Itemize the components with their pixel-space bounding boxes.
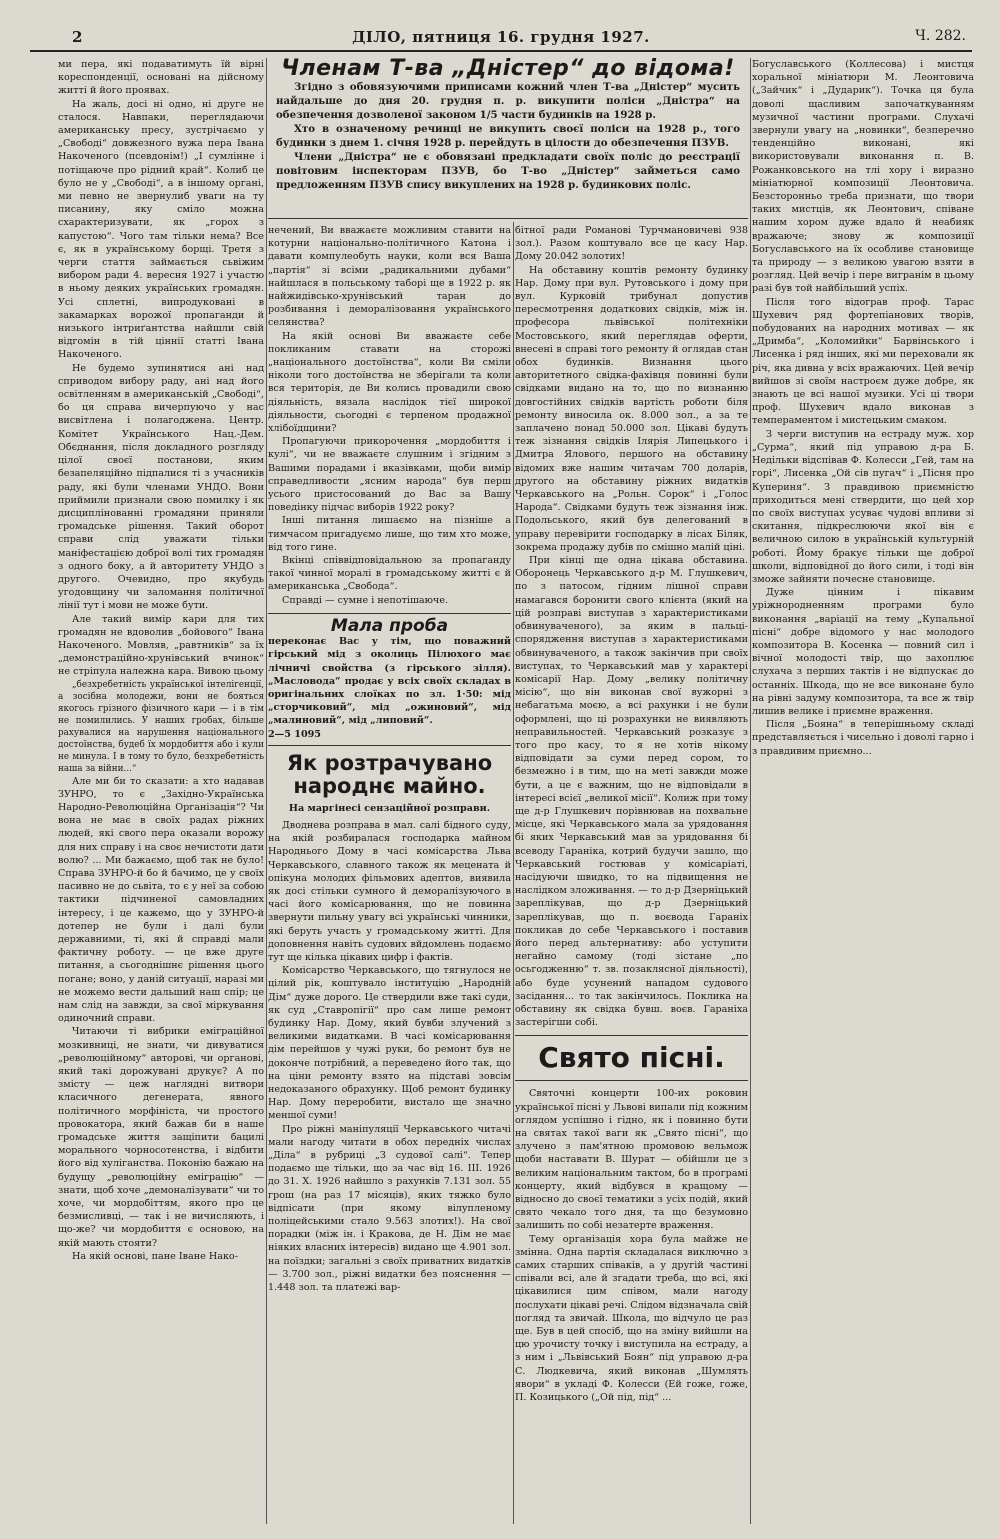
song-festival-title: Свято пісні. [538,1041,725,1075]
paragraph: Справді — сумне і непотішаюче. [282,594,449,606]
column-divider [513,222,514,1524]
paragraph: Не будемо зупинятися ані над сприводом вибору раду, ані над його освітленням в американській „Свободі“, бо ця справа вичерпуючо у нас висвітлена і полагоджена. Центр. Комітет Українського Нац.-Дем. Обєднання, після докладного розгляду цілої своєї постанови, яким безапеляційно підпалися ті з учасників раду, які були членами УНДО. Вони приймили признали свою помилку і як дисциплінованні громадяни приняли громадське рішення. Такий оборот справи слід уважати тільки маніфестацією доброї волі тих громадян з одного боку, а й авторитету УНДО з другого. Очевидно, про якубудь угодовщину чи заломання політичної лінії тут і мови не може бути. [58,362,264,612]
paragraph: На жаль, досі ні одно, ні друге не сталося. Навпаки, переглядаючи американську пресу, зустрічаємо у „Свободі“ довжезного вужа пера Івана Накоченого (псевдонім!) „І сумлінне і потіщаюче про рідний край“. Колиб це було не у „Свободі“, а в іншому органі, ми певно не звернулиб уваги на ту писанину, яку сміло можна схарактеризувати, як „горох з капустою“. Чого там тільки нема? Все є, як в українському борщі. Третя з черги стаття займається сьвіжим вибором ради 4. вересня 1927 і участю в ньому деяких українських громадян. Усі сплетні, випродуковані в закамарках ворожої пропаганди й низького інтриґантства найшли свій відгомін в тій ціннії статті Івана Накоченого. [58,98,264,361]
article-title: Як розтрачувано народнє майно. [286,750,493,798]
column-divider [750,58,751,1524]
paragraph: Після того відограв проф. Тарас Шухевич ряд фортепіанових творів, побудованих на народних мотивах — як „Дримба“, „Коломийки“ Барвінського і Лисенка і ряд інших, які ми переховали як річ, яка дивна у всіх вражаючих. Цей вечір вийшов зі своїм настроєм дуже добре, як знають це всі нашої музики. Усі ці твори проф. Шухевич вдало виконав з темпераментом і мистецьким смаком. [752,296,974,427]
paragraph: На якій основі Ви вважаєте себе покликаним ставати на сторожі „національного достоїнства“, коли Ви сміли ніколи того достоїнства не зберігали та коли вся територія, де Ви колись провадили свою діяльність, вязала наслідок тієї широкої діяльности, сьогодні є терпеном продажної хлібоїдщини? [268,330,511,435]
paragraph: нечений, Ви вважаєте можливим ставити на котурни національно-політичного Катона і давати компулеобуть науки, коли вся Ваша „партія“ зі всіми „радикальними дубами“ найшлася в польському таборі ще в 1922 р. як найжидівсько-хрунівський таран до розбивання і деморалізовання українського селянства? [268,225,511,329]
paragraph: ми пера, які подаватимуть їй вірні кореспонденції, основані на дійсному житті й його проявах. [58,59,264,97]
paragraph: бітної ради Романові Турчмановичеві 938 зол.). Разом коштувало все це касу Нар. Дому 20.042 золотих! [515,225,748,263]
page-header [30,24,972,52]
page-number: 2 [72,28,83,46]
paragraph: Але ми би то сказати: а хто надавав ЗУНРО, то є „Західно-Українська Народно-Революційна Організація“? Чи вона не має в своїх радах ріжних людей, які свого пера оказали ворожу для них справу і на своє нечистоти дати волю? ... Ми бажаємо, щоб так не було! Справа ЗУНРО-й бо й бачимо, це у своїх пасивно не до сьвіта, то є у неї за собою тактики підчиненої самовладних інтересу, і це кажемо, що у ЗУНРО-й дотепер не були і далі були державними, ті, які й справді мали фактичну роботу. — це вже друге питання, а сьогоднішнє рішення цього погане; воно, у даній ситуації, наразі ми не можемо вести дальший наш спір; це нам слід на завжди, за свої міркування одиночний справи. [58,775,264,1025]
column-4 [752,58,974,1524]
ad-title: Мала проба [330,615,449,636]
paragraph: При кінці ще одна цікава обставина. Оборонець Черкавського д-р М. Глушкевич, по з патосом, гідним лішної справи намагався боронити свого клієнта (який на цій розправі виступав з характеристиками обвинуваченого), за яким в пальці-спорядження виступав з характеристиками обвинуваченого, а також закінчив при своїх виступах, то Черкавський мав у характері комісарії Нар. Дому „велику політичну місію“, що він виконав свої вужорні з небагатьма моєю, а всі рахунки і не були оформлені, що ці розрахунки не виявляють неправильностей. Черкавський розказує з того про касу, то я не хотів нікому відповідати за суми перед сором, то безмежно і в тим, що на меті завжди може бути, а це є важним, що не відповідали в інтересі всієї „великої місії“. Колиж при тому ще д-р Глушкевич порівнював на похвальне місце, які Черкавського мала за урядовання бі яких Черкавський мав за урядовання бі всеводу Гараніка, котрий будучи зашло, що Черкавський гостював у комісаріаті, насідуючи швидко, то на підвищення не наслідком зложивання. — то д-р Дзерніцький зареплікував, що д-р Дзерніцький зареплікував, що п. воєвода Гараніх покликав до себе Черкавського і поставив його перед альтернативу: або уступити негайно самому (тоді зістане „по осьгодженню“ т. зв. позаклясної діяльності), або буде усунений нападом судового засідання... то так закінчилось. Поклика на обставину як свідка бувш. воєв. Гараніха застерігши собі. [515,555,748,1029]
section-divider [515,1035,748,1036]
column-3 [515,224,748,1522]
paragraph: Пропагуючи прикорочення „мордобиття і кулі“, чи не вважаєте слушним і згідним з Вашими порадами і вказівками, щоби вимір справедливости „ясним народа“ був перш усього пристосований до Вас за Вашу поведінку підчас виборів 1922 року? [268,436,511,514]
paragraph: З черги виступив на естраду муж. хор „Сурма“, який під управою д-ра Б. Недільки відспівав Ф. Колесси „Гей, там на горі“, Лисенка „Ой сів пугач“ і „Пісня про Купериня“. З правдивою приємністю приходиться мені ствердити, що цей хор по своїх виступах усуває чудові впливи зі скитання, підкреслюючи якої він є величною силою в українській культурній роботі. Йому бракує тільки ще доброї школи, відповідної до його сили, і тоді він зможе зайняти почесне становище. [752,428,974,585]
paragraph: Дводнева розправа в мал. салі бідного суду, на якій розбиралася господарка майном Народнього Дому в часі комісарства Льва Черкавського, славного також як мецената й опікуна молодих фільмових адептов, виявила як досі стільки сумного й деморалізуючого в часі його комісарювання, що не повинна звернути пильну увагу всі українські чинники, які беруть участь у громадському житті. Для доповнення навіть судових вйдомлень подаємо тут ще кілька цікавих цифр і фактів. [268,819,511,963]
quote-paragraph: „безхребетність української інтелігенції, а зосібна молодежи, вони не бояться якогось грізного фізичного кари — і в тім не помилились. У наших гробах, більше рахувалися на нарушення національного достоїнства, будеб їх мордобиття або і кули не минула. І в тому то було, безхребетність наша за війни...“ [58,679,264,774]
issue-number: Ч. 282. [915,28,966,44]
paragraph: Дуже цінним і пікавим уріжнородненням програми було виконання „варіації на тему „Купальної пісні“ добре відомого у нас молодого композитора В. Косенка — повний сил і вічної молодості твір, що захоплює слухача з перших тактів і не відпускає до останніх. Шкода, що не все виконане було на рівні задуму композитора, та все ж твір лишив велике і приємне враження. [752,587,974,717]
paragraph: Інші питання лишаємо на пізніше а тимчасом пригадуємо лише, що тим хто може, від того гине. [268,515,511,553]
notice-title: Членам Т-ва „Дністер“ до відома! [281,56,735,81]
article-subtitle: На маргінесі сензаційної розправи. [288,802,491,814]
paragraph: Але такий вимір кари для тих громадян не вдоволив „бойового“ Івана Накоченого. Мовляв, „равтників“ за їх „демонстраційно-хрунівський вчинок“ не стріпула належна кара. Вивою цьому [58,613,264,678]
dnister-notice [268,58,748,219]
paragraph: Вкінці співвідповідальною за пропаганду такої чинної моралі в громадському житті є й американська „Свобода“. [268,555,511,593]
column-divider [266,58,267,1524]
notice-paragraph: Хто в означеному речинці не викупить своєї поліси на 1928 р., того будинки з днем 1. січня 1928 р. перейдуть в цілости до обезпечення ПЗУВ. [276,123,740,149]
paragraph: Богуславського (Коллесова) і мистця хоральної мініатюри М. Леонтовича („Зайчик“ і „Дударик“). Точка ця була доволі щасливим започаткуванням музичної частини програми. Слухачі звернули увагу на „новинки“, безперечно тенденційно виконані, які використовували виконання п. В. Рожанковського на тлі хору і виразно мініатюрної композиції Леонтовича. Безсторонньо треба признати, що твори таких мистців, як Леонтович, співане нашим хором дуже вдало й неабияк вражаюче; знову ж композиції Богуславського на їх особливе становище та природу — з великою увагою взяти в розгляд. Цей вечір і пере вигранім в цьому разі був той найбільший успіх. [752,59,974,295]
paragraph: Після „Бояна“ в теперішньому складі представляється і чисельно і доволі гарно і з правдивим приємно... [752,719,974,757]
paragraph: Святочні концерти 100-их роковин української пісні у Львові випали під кожним оглядом успішно і гідно, як і повинно бути на святах такої ваги як „Свято пісні“, що злучено з пам'ятною промовою вельмож щоби наставати В. Шурат — обійшли це з великим національним тактом, бо в програмі концерту, який відбувся в кращому — відносно до своєї тематики з усіх подій, який свято чекало того дня, та що безумовно залишить по собі незатерте враження. [515,1088,748,1232]
masthead-date: ДІЛО, пятниця 16. грудня 1927. [352,28,650,46]
ad-code: 2—5 1095 [268,728,321,740]
paragraph: Про ріжні маніпуляції Черкавського читачі мали нагоду читати в обох передніх числах „Діла“ в рубриці „З судової салі“. Тепер подаємо ще тільки, що за час від 16. ІІІ. 1926 до 31. X. 1926 найшло з рахунків 7.131 зол. 55 грош (на раз 17 місяців), яких тяжко було відпісати (при якому вілупленому поліцейськими стало 9.563 злотих!). На свої порадки (між ін. і Кракова, де Н. Дім не має ніяких власних інтересів) видано ще 4.901 зол. на поїздки; загальні з своїх приватних видатків — 3.700 зол., ріжні видатки без пояснення — 1.448 зол. та платежі вар- [268,1123,511,1294]
paragraph: На якій основі, пане Іване Нако- [72,1250,238,1262]
section-divider [515,1080,748,1081]
column-1 [58,58,264,1524]
paragraph: На обставину коштів ремонту будинку Нар. Дому при вул. Рутовського і дому при вул. Курковій трибунал допустив пересмотрення додаткових свідків, між ін. професора львівської політехніки Мостовського, який переглядав оферти, внесені в справі того ремонту й оглядав стан обох будинків. Визнання цього авторитетного свідка-фахівця повинні були свідками видано на то, що по визнанню довгостійних свідків вартість роботи біля ремонту виносила ок. 8.000 зол., а за те заплачено понад 50.000 зол. Цікаві будуть теж зізнання свідків Ілярія Липецького і Дмитра Ялового, першого на обставину відомих вже нашим читачам 700 доларів, другого на обставину ріжних видатків Черкавського на „Рольн. Сорок“ і „Голос Народа“. Свідками будуть теж зізнання інж. Подольського, який був делегований в управу перевірити господарку в лісах Біляк, зокрема продажу дубів по смішно малій ціні. [515,264,748,553]
paragraph: Читаючи ті вибрики еміграційної мозкивниці, не знати, чи дивуватися „революційному“ авторові, чи органові, який такі дорожувані друкує? А по змісту — цеж наглядні витвори класичного дегенерата, явного політичного морфініста, чи простого провокатора, який бажав би в наше громадське життя защіпити бацилі морального чорносотенства, і відбити його від хуліганства. Поконію бажаю на будущу „революційну еміграцію“ — знати, щоб хоче „демоналізувати“ чи то хоче, чи мордобіттям, якого про це безмисливці, — так і не вичисляють, і що-же? чи мордобиття є основою, на якій мають стояти? [58,1026,264,1249]
notice-paragraph: Члени „Дністра“ не є обовязані предкладати своїх поліс до реєстрації повітовим інспекторам ПЗУВ, бо Т-во „Дністер“ займеться само предложенням ПЗУВ спису викуплених на 1928 р. будинкових поліс. [276,151,740,191]
paragraph: Тему організація хора була майже не змінна. Одна партія складалася виключно з самих старших співаків, а у другій частині співали всі, але й згадати треба, що всі, які цікавилися цим співом, мали нагоду послухати цікаві речі. Слідом відзначала свій погляд та звичай. Школа, що відчуло це раз ще. Був в цей спосіб, що на зміну вийшли на цю урочисту точку і виступила на естраду, а з ним і „Львівський Боян“ під управою д-ра С. Людкевича, який виконав „Шумлять явори“ в укладі Ф. Колесси (Ей гоже, гоже, П. Козицького („Ой під, під“ ... [515,1233,748,1404]
honey-advertisement [268,613,511,746]
column-2 [268,224,511,1522]
paragraph: Комісарство Черкавського, що тягнулося не цілий рік, коштувало інституцію „Народній Дім“ дуже дорого. Це ствердили вже такі суди, як суд „Ставропігії“ про сам лише ремонт будинку Нар. Дому, який бувби злучений з великими видатками. В часі комісарювання дім перейшов у чужі руки, бо ремонт був не доконче потрібний, а переведено його так, що на ціни ремонту взято на підставі зовсім недоказаного обрахунку. Щоб ремонт будинку Нар. Дому переробити, вистало ще значно меншої суми! [268,965,511,1122]
ad-text: переконає Вас у тім, що поважний гірський мід з околиць Пілюхого має лічничі свойства (з гірського зілля). „Масловода“ продає у всіх своїх складах в оригінальних слоїках по зл. 1·50: мід „сторчиковий“, мід „ожиновий“, мід „малиновий“, мід „липовий“. [268,636,511,727]
notice-paragraph: Згідно з обовязуючими приписами кожний член Т-ва „Дністер“ мусить найдальше до дня 20. грудня п. р. викупити поліси „Дністра“ на обезпечення дозволеної законом 1/5 части будинків на 1928 р. [276,81,740,121]
